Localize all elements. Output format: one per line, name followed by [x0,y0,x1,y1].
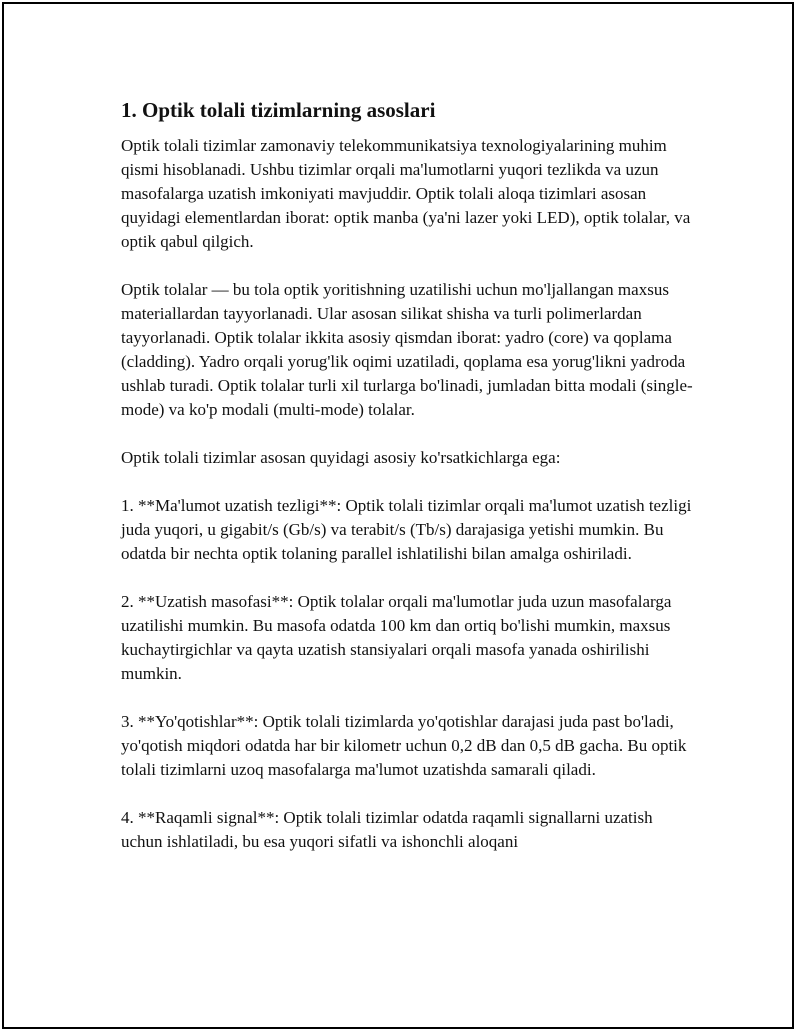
list-item-data-rate: 1. **Ma'lumot uzatish tezligi**: Optik tolali tizimlar orqali ma'lumot uzatish tezligi juda yuqori, u gigabit/s (Gb/s) va terabit/s (Tb/s) darajasiga yetishi mumkin. Bu odatda bir nechta optik tolaning parallel ishlatilishi bilan amalga oshiriladi. [121,496,692,563]
list-item-losses: 3. **Yo'qotishlar**: Optik tolali tizimlarda yo'qotishlar darajasi juda past bo'ladi, yo'qotish miqdori odatda har bir kilometr uchun 0,2 dB dan 0,5 dB gacha. Bu optik tolali tizimlarni uzoq masofalarga ma'lumot uzatishda samarali qiladi. [121,712,687,779]
list-item-distance: 2. **Uzatish masofasi**: Optik tolalar orqali ma'lumotlar juda uzun masofalarga uzatilishi mumkin. Bu masofa odatda 100 km dan ortiq bo'lishi mumkin, maxsus kuchaytirgichlar va qayta uzatish stansiyalari orqali masofa yanada oshirilishi mumkin. [121,592,672,683]
list-item-digital-signal: 4. **Raqamli signal**: Optik tolali tizimlar odatda raqamli signallarni uzatish uchun ishlatiladi, bu esa yuqori sifatli va ishonchli aloqani [121,808,653,851]
paragraph-intro: Optik tolali tizimlar zamonaviy telekommunikatsiya texnologiyalarining muhim qismi hisoblanadi. Ushbu tizimlar orqali ma'lumotlarni yuqori tezlikda va uzun masofalarga uzatish imkoniyati mavjuddir. Optik tolali aloqa tizimlari asosan quyidagi elementlardan iborat: optik manba (ya'ni lazer yoki LED), optik tolalar, va optik qabul qilgich. [121,136,691,251]
section-heading: 1. Optik tolali tizimlarning asoslari [121,98,436,122]
document-page [2,2,794,1029]
paragraph-optical-fibers: Optik tolalar — bu tola optik yoritishning uzatilishi uchun mo'ljallangan maxsus materiallardan tayyorlanadi. Ular asosan silikat shisha va turli polimerlardan tayyorlanadi. Optik tolalar ikkita asosiy qismdan iborat: yadro (core) va qoplama (cladding). Yadro orqali yorug'lik oqimi uzatiladi, qoplama esa yorug'likni yadroda ushlab turadi. Optik tolalar turli xil turlarga bo'linadi, jumladan bitta modali (single-mode) va ko'p modali (multi-mode) tolalar. [121,280,693,419]
document-body [121,96,693,878]
paragraph-indicators-intro: Optik tolali tizimlar asosan quyidagi asosiy ko'rsatkichlarga ega: [121,448,561,467]
